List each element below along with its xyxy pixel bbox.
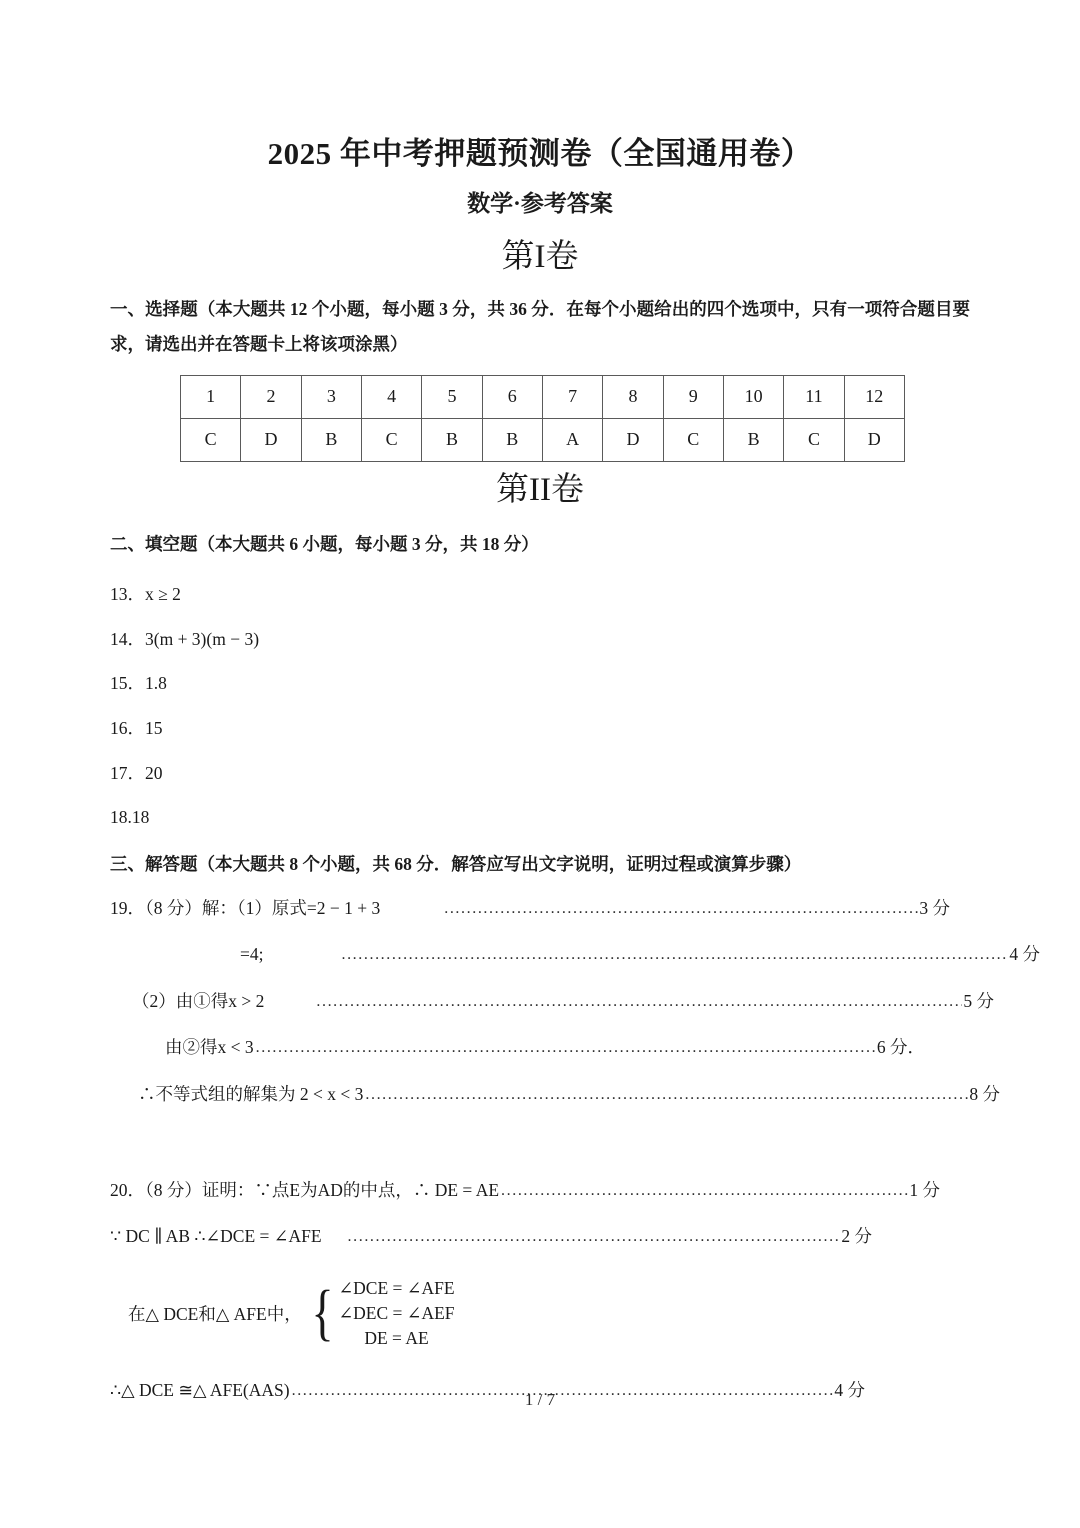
section-heading-paper-2: 第II卷 [496, 471, 584, 508]
table-cell-number: 11 [784, 375, 844, 418]
table-cell-answer: B [723, 418, 783, 461]
solution-line-text: 由②得x < 3 [165, 1037, 254, 1058]
system-row: ∠DCE = ∠AFE [338, 1277, 455, 1298]
solution-line-score: 4 分 [834, 1379, 865, 1400]
table-row-question-numbers [181, 375, 905, 418]
list-item: 13．x ≥ 2 [110, 584, 181, 605]
system-row: DE = AE [364, 1328, 429, 1349]
solution-question-20 [110, 1163, 970, 1413]
solution-line-text: （2）由①得x > 2 [132, 990, 265, 1011]
page-footer: 1 / 7 [524, 1390, 556, 1409]
solution-line-score: 6 分． [876, 1037, 925, 1058]
solution-line [110, 978, 994, 1024]
solution-line-text: ∴不等式组的解集为 2 < x < 3 [138, 1083, 364, 1104]
solution-line [110, 885, 950, 931]
system-lead-text: 在△ DCE和△ AFE中， [128, 1304, 302, 1325]
section-heading-paper-1: 第I卷 [501, 239, 579, 276]
fill-in-blank-answer-list [110, 561, 970, 841]
answer-table-wrapper [110, 361, 970, 462]
table-cell-number: 9 [663, 375, 723, 418]
table-cell-number: 3 [301, 375, 361, 418]
solution-line-score: 2 分 [841, 1226, 872, 1247]
solution-line-score: 8 分 [969, 1083, 1000, 1104]
multiple-choice-intro: 一、选择题（本大题共 12 个小题，每小题 3 分，共 36 分．在每个小题给出的四个选项中，只有一项符合题目要求，请选出并在答题卡上将该项涂黑） [110, 299, 970, 354]
table-cell-number: 1 [181, 375, 241, 418]
table-cell-answer: D [603, 418, 663, 461]
section-spacer [110, 1117, 970, 1163]
solution-line [110, 1071, 1000, 1117]
table-cell-number: 6 [482, 375, 542, 418]
list-item: 16．15 [110, 717, 163, 738]
solution-line-score: 5 分 [963, 990, 994, 1011]
table-cell-number: 4 [361, 375, 421, 418]
table-cell-answer: C [784, 418, 844, 461]
table-cell-number: 2 [241, 375, 301, 418]
dot-leader [501, 1180, 908, 1202]
solution-line-text: ∴△ DCE ≅△ AFE(AAS) [110, 1379, 290, 1400]
table-cell-answer: D [241, 418, 301, 461]
solution-line [110, 931, 1040, 977]
dot-leader [365, 1084, 968, 1106]
solution-line-score: 4 分 [1009, 944, 1040, 965]
page-content [110, 0, 1040, 1413]
table-cell-answer: C [663, 418, 723, 461]
solution-line-text: =4; [240, 944, 264, 965]
dot-leader [348, 1226, 841, 1248]
list-item: 15．1.8 [110, 673, 167, 694]
solution-line-score: 3 分 [919, 897, 950, 918]
solution-line [110, 1024, 925, 1070]
table-cell-answer: C [361, 418, 421, 461]
page-subtitle: 数学·参考答案 [467, 190, 613, 216]
solution-line [110, 1167, 940, 1213]
table-cell-answer: C [181, 418, 241, 461]
solution-line-text: 20．（8 分）证明：∵点E为AD的中点，∴ DE = AE [110, 1179, 500, 1200]
list-item: 17．20 [110, 762, 163, 783]
solution-question-19 [110, 881, 1040, 1117]
multiple-choice-answer-table [180, 375, 905, 462]
table-cell-answer: B [301, 418, 361, 461]
list-item: 18.18 [110, 807, 150, 828]
table-cell-answer: A [542, 418, 602, 461]
left-curly-brace-symbol: { [311, 1279, 334, 1348]
dot-leader [256, 1037, 876, 1059]
page-title: 2025 年中考押题预测卷（全国通用卷） [267, 136, 813, 171]
table-row-answers [181, 418, 905, 461]
triangle-congruence-system [110, 1260, 970, 1352]
solution-line-score: 1 分 [909, 1179, 940, 1200]
dot-leader [444, 898, 918, 920]
table-cell-number: 12 [844, 375, 904, 418]
table-cell-number: 7 [542, 375, 602, 418]
list-item: 14．3(m + 3)(m − 3) [110, 628, 260, 649]
dot-leader [316, 991, 962, 1013]
table-cell-answer: D [844, 418, 904, 461]
solutions-intro: 三、解答题（本大题共 8 个小题，共 68 分．解答应写出文字说明，证明过程或演算步骤） [110, 853, 802, 874]
table-cell-number: 5 [422, 375, 482, 418]
table-cell-number: 8 [603, 375, 663, 418]
solution-line-text: ∵ DC ∥ AB ∴∠DCE = ∠AFE [110, 1226, 322, 1247]
system-row: ∠DEC = ∠AEF [338, 1303, 455, 1324]
solution-line [110, 1213, 872, 1259]
system-rows [339, 1276, 455, 1352]
solution-line-text: 19．（8 分）解：（1）原式=2 − 1 + 3 [110, 897, 381, 918]
table-cell-answer: B [482, 418, 542, 461]
table-cell-answer: B [422, 418, 482, 461]
dot-leader [341, 944, 1008, 966]
fill-in-blank-intro: 二、填空题（本大题共 6 小题，每小题 3 分，共 18 分） [110, 533, 539, 554]
table-cell-number: 10 [723, 375, 783, 418]
